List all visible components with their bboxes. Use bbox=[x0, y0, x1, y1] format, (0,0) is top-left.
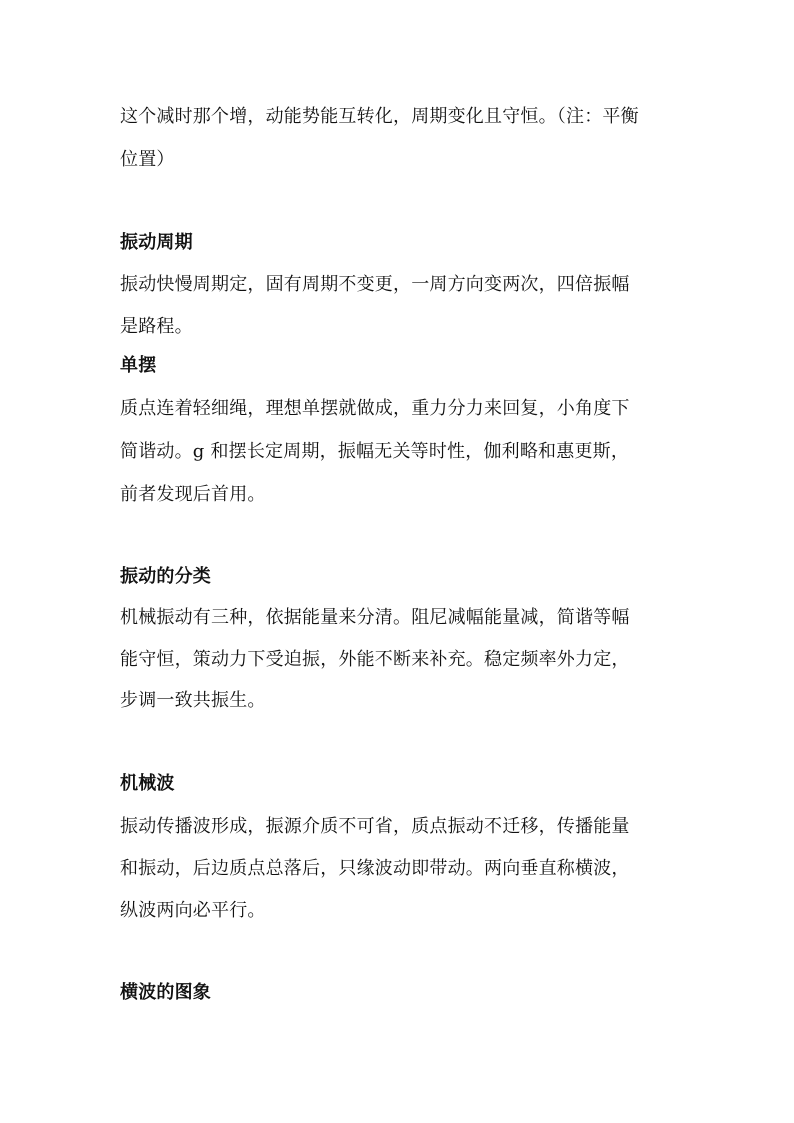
vibration-classification-line-1: 机械振动有三种，依据能量来分清。阻尼减幅能量减，简谐等幅 bbox=[120, 607, 630, 628]
section-heading-vibration-classification: 振动的分类 bbox=[120, 566, 211, 587]
simple-pendulum-line-2: 简谐动。g 和摆长定周期，振幅无关等时性，伽利略和惠更斯， bbox=[120, 441, 630, 462]
simple-pendulum-line-1: 质点连着轻细绳，理想单摆就做成，重力分力来回复，小角度下 bbox=[120, 398, 630, 419]
simple-pendulum-line-3: 前者发现后首用。 bbox=[120, 484, 266, 505]
vibration-period-line-1: 振动快慢周期定，固有周期不变更，一周方向变两次，四倍振幅 bbox=[120, 274, 630, 295]
mechanical-wave-line-1: 振动传播波形成，振源介质不可省，质点振动不迁移，传播能量 bbox=[120, 816, 630, 837]
vibration-classification-line-3: 步调一致共振生。 bbox=[120, 690, 266, 711]
intro-line-1: 这个减时那个增，动能势能互转化，周期变化且守恒。（注：平衡 bbox=[120, 106, 639, 127]
vibration-period-line-2: 是路程。 bbox=[120, 316, 193, 337]
mechanical-wave-line-3: 纵波两向必平行。 bbox=[120, 900, 266, 921]
section-heading-vibration-period: 振动周期 bbox=[120, 232, 193, 253]
section-heading-simple-pendulum: 单摆 bbox=[120, 355, 157, 376]
intro-line-2: 位置） bbox=[120, 149, 175, 170]
section-heading-mechanical-wave: 机械波 bbox=[120, 773, 175, 794]
section-heading-transverse-wave-graph: 横波的图象 bbox=[120, 982, 211, 1003]
vibration-classification-line-2: 能守恒，策动力下受迫振，外能不断来补充。稳定频率外力定， bbox=[120, 649, 630, 670]
mechanical-wave-line-2: 和振动，后边质点总落后，只缘波动即带动。两向垂直称横波， bbox=[120, 858, 630, 879]
